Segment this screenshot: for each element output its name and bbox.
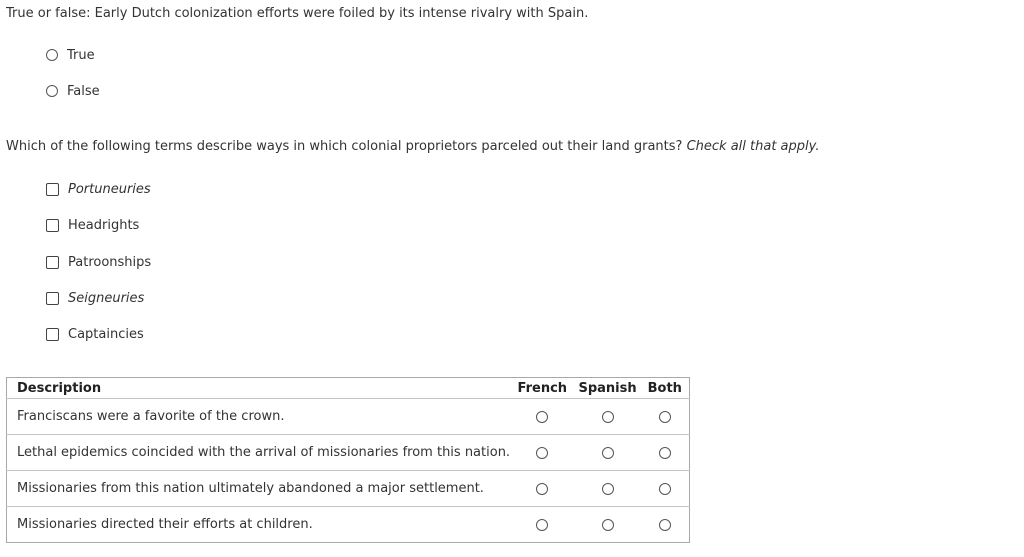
q2-option-label: Portuneuries [68,181,151,197]
question-2-text [6,139,819,154]
checkbox-seigneuries[interactable] [46,292,59,305]
checkbox-portuneuries[interactable] [46,183,59,196]
radio-both[interactable] [659,411,671,423]
cell-spanish[interactable] [575,399,641,435]
cell-french[interactable] [510,507,574,543]
question-1-text: True or false: Early Dutch colonization efforts were foiled by its intense rivalry with Spain. [6,6,589,21]
question-2-body: Which of the following terms describe ways in which colonial proprietors parceled out their land grants? [6,139,687,154]
checkbox-headrights[interactable] [46,219,59,232]
checkbox-patroonships[interactable] [46,256,59,269]
q1-option-label: False [67,83,100,99]
table-row [7,507,690,543]
q2-option-portuneuries[interactable] [46,181,151,197]
table-row [7,435,690,471]
table-header-row [7,378,690,399]
matching-table [6,377,690,543]
cell-spanish[interactable] [575,471,641,507]
radio-both[interactable] [659,519,671,531]
cell-french[interactable] [510,435,574,471]
radio-both[interactable] [659,483,671,495]
radio-french[interactable] [536,411,548,423]
row-description: Lethal epidemics coincided with the arrival of missionaries from this nation. [7,435,511,471]
cell-spanish[interactable] [575,507,641,543]
row-description: Missionaries from this nation ultimately abandoned a major settlement. [7,471,511,507]
table-row [7,399,690,435]
header-description: Description [17,380,102,396]
radio-spanish[interactable] [602,519,614,531]
radio-true[interactable] [46,49,58,61]
radio-french[interactable] [536,447,548,459]
radio-false[interactable] [46,85,58,97]
q1-option-true[interactable] [46,47,95,63]
q2-option-label: Captaincies [68,326,144,342]
radio-french[interactable] [536,483,548,495]
cell-both[interactable] [641,471,690,507]
row-description: Missionaries directed their efforts at children. [7,507,511,543]
cell-french[interactable] [510,399,574,435]
radio-french[interactable] [536,519,548,531]
q2-option-headrights[interactable] [46,217,139,233]
q2-option-label: Headrights [68,217,140,233]
q2-option-seigneuries[interactable] [46,290,144,306]
q1-option-false[interactable] [46,83,100,99]
radio-both[interactable] [659,447,671,459]
cell-spanish[interactable] [575,435,641,471]
q1-option-label: True [67,47,95,63]
cell-both[interactable] [641,435,690,471]
q2-option-label: Patroonships [68,254,152,270]
cell-both[interactable] [641,399,690,435]
checkbox-captaincies[interactable] [46,328,59,341]
header-spanish: Spanish [578,380,637,396]
cell-both[interactable] [641,507,690,543]
row-description: Franciscans were a favorite of the crown. [7,399,511,435]
header-french: French [517,380,568,396]
q2-option-label: Seigneuries [68,290,145,306]
cell-french[interactable] [510,471,574,507]
radio-spanish[interactable] [602,411,614,423]
radio-spanish[interactable] [602,483,614,495]
q2-option-captaincies[interactable] [46,326,144,342]
question-2-instruction: Check all that apply. [686,139,820,154]
table-row [7,471,690,507]
header-both: Both [647,380,682,396]
radio-spanish[interactable] [602,447,614,459]
q2-option-patroonships[interactable] [46,254,151,270]
